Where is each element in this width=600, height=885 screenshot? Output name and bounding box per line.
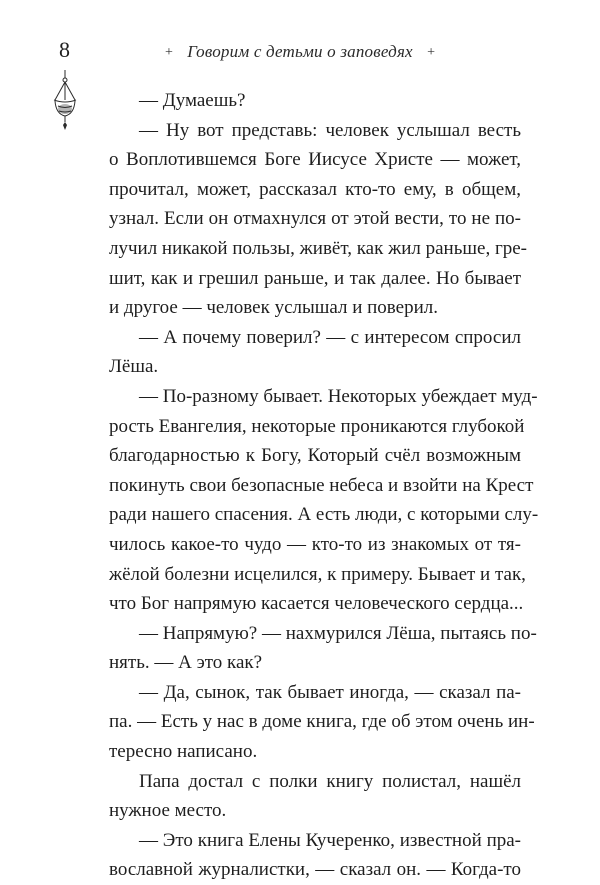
text-line: вославной журналистки, — сказал он. — Когда-то xyxy=(109,859,521,881)
hanging-lampada-icon xyxy=(52,70,78,130)
running-header-title: Говорим с детьми о заповедях xyxy=(187,42,413,61)
page-number: 8 xyxy=(59,37,70,62)
text-line: и другое — человек услышал и поверил. xyxy=(109,297,438,319)
text-line: что Бог напрямую касается человеческого сердца... xyxy=(109,593,524,615)
text-line: прочитал, может, рассказал кто-то ему, в общем, xyxy=(109,178,521,200)
text-line: — Напрямую? — нахмурился Лёша, пытаясь по- xyxy=(139,622,537,644)
text-line: узнал. Если он отмахнулся от этой вести, то не по- xyxy=(109,208,521,230)
text-line: — По-разному бывает. Некоторых убеждает муд- xyxy=(139,385,538,407)
text-line: — А почему поверил? — с интересом спросил xyxy=(139,326,521,348)
text-line: па. — Есть у нас в доме книга, где об этом очень ин- xyxy=(109,711,535,733)
text-line: — Ну вот представь: человек услышал весть xyxy=(139,119,521,141)
text-line: Папа достал с полки книгу полистал, нашёл xyxy=(139,770,521,792)
text-line: лучил никакой пользы, живёт, как жил раньше, гре- xyxy=(109,237,528,259)
running-header xyxy=(0,41,600,65)
text-line: — Да, сынок, так бывает иногда, — сказал па- xyxy=(139,681,521,703)
text-line: о Воплотившемся Боге Иисусе Христе — может, xyxy=(109,149,521,171)
text-line: покинуть свои безопасные небеса и взойти на Крест xyxy=(109,474,534,496)
text-line: шит, как и грешил раньше, и так далее. Но бывает xyxy=(109,267,521,289)
text-line: Лёша. xyxy=(109,356,159,378)
text-line: нять. — А это как? xyxy=(109,652,263,674)
text-line: — Это книга Елены Кучеренко, известной пра- xyxy=(139,829,521,851)
text-line: благодарностью к Богу, Который счёл возможным xyxy=(109,445,521,467)
text-line: нужное место. xyxy=(109,800,227,822)
text-line: тересно написано. xyxy=(109,741,258,763)
text-line: ради нашего спасения. А есть люди, с которыми слу- xyxy=(109,504,539,526)
body-text xyxy=(109,86,539,885)
cross-ornament-left-icon: + xyxy=(165,45,173,60)
text-line: жёлой болезни исцелился, к примеру. Бывает и так, xyxy=(109,563,526,585)
text-line: — Думаешь? xyxy=(139,90,246,111)
text-line: рость Евангелия, некоторые проникаются глубокой xyxy=(109,415,525,437)
cross-ornament-right-icon: + xyxy=(427,45,435,60)
text-line: чилось какое-то чудо — кто-то из знакомых от тя- xyxy=(109,533,521,555)
